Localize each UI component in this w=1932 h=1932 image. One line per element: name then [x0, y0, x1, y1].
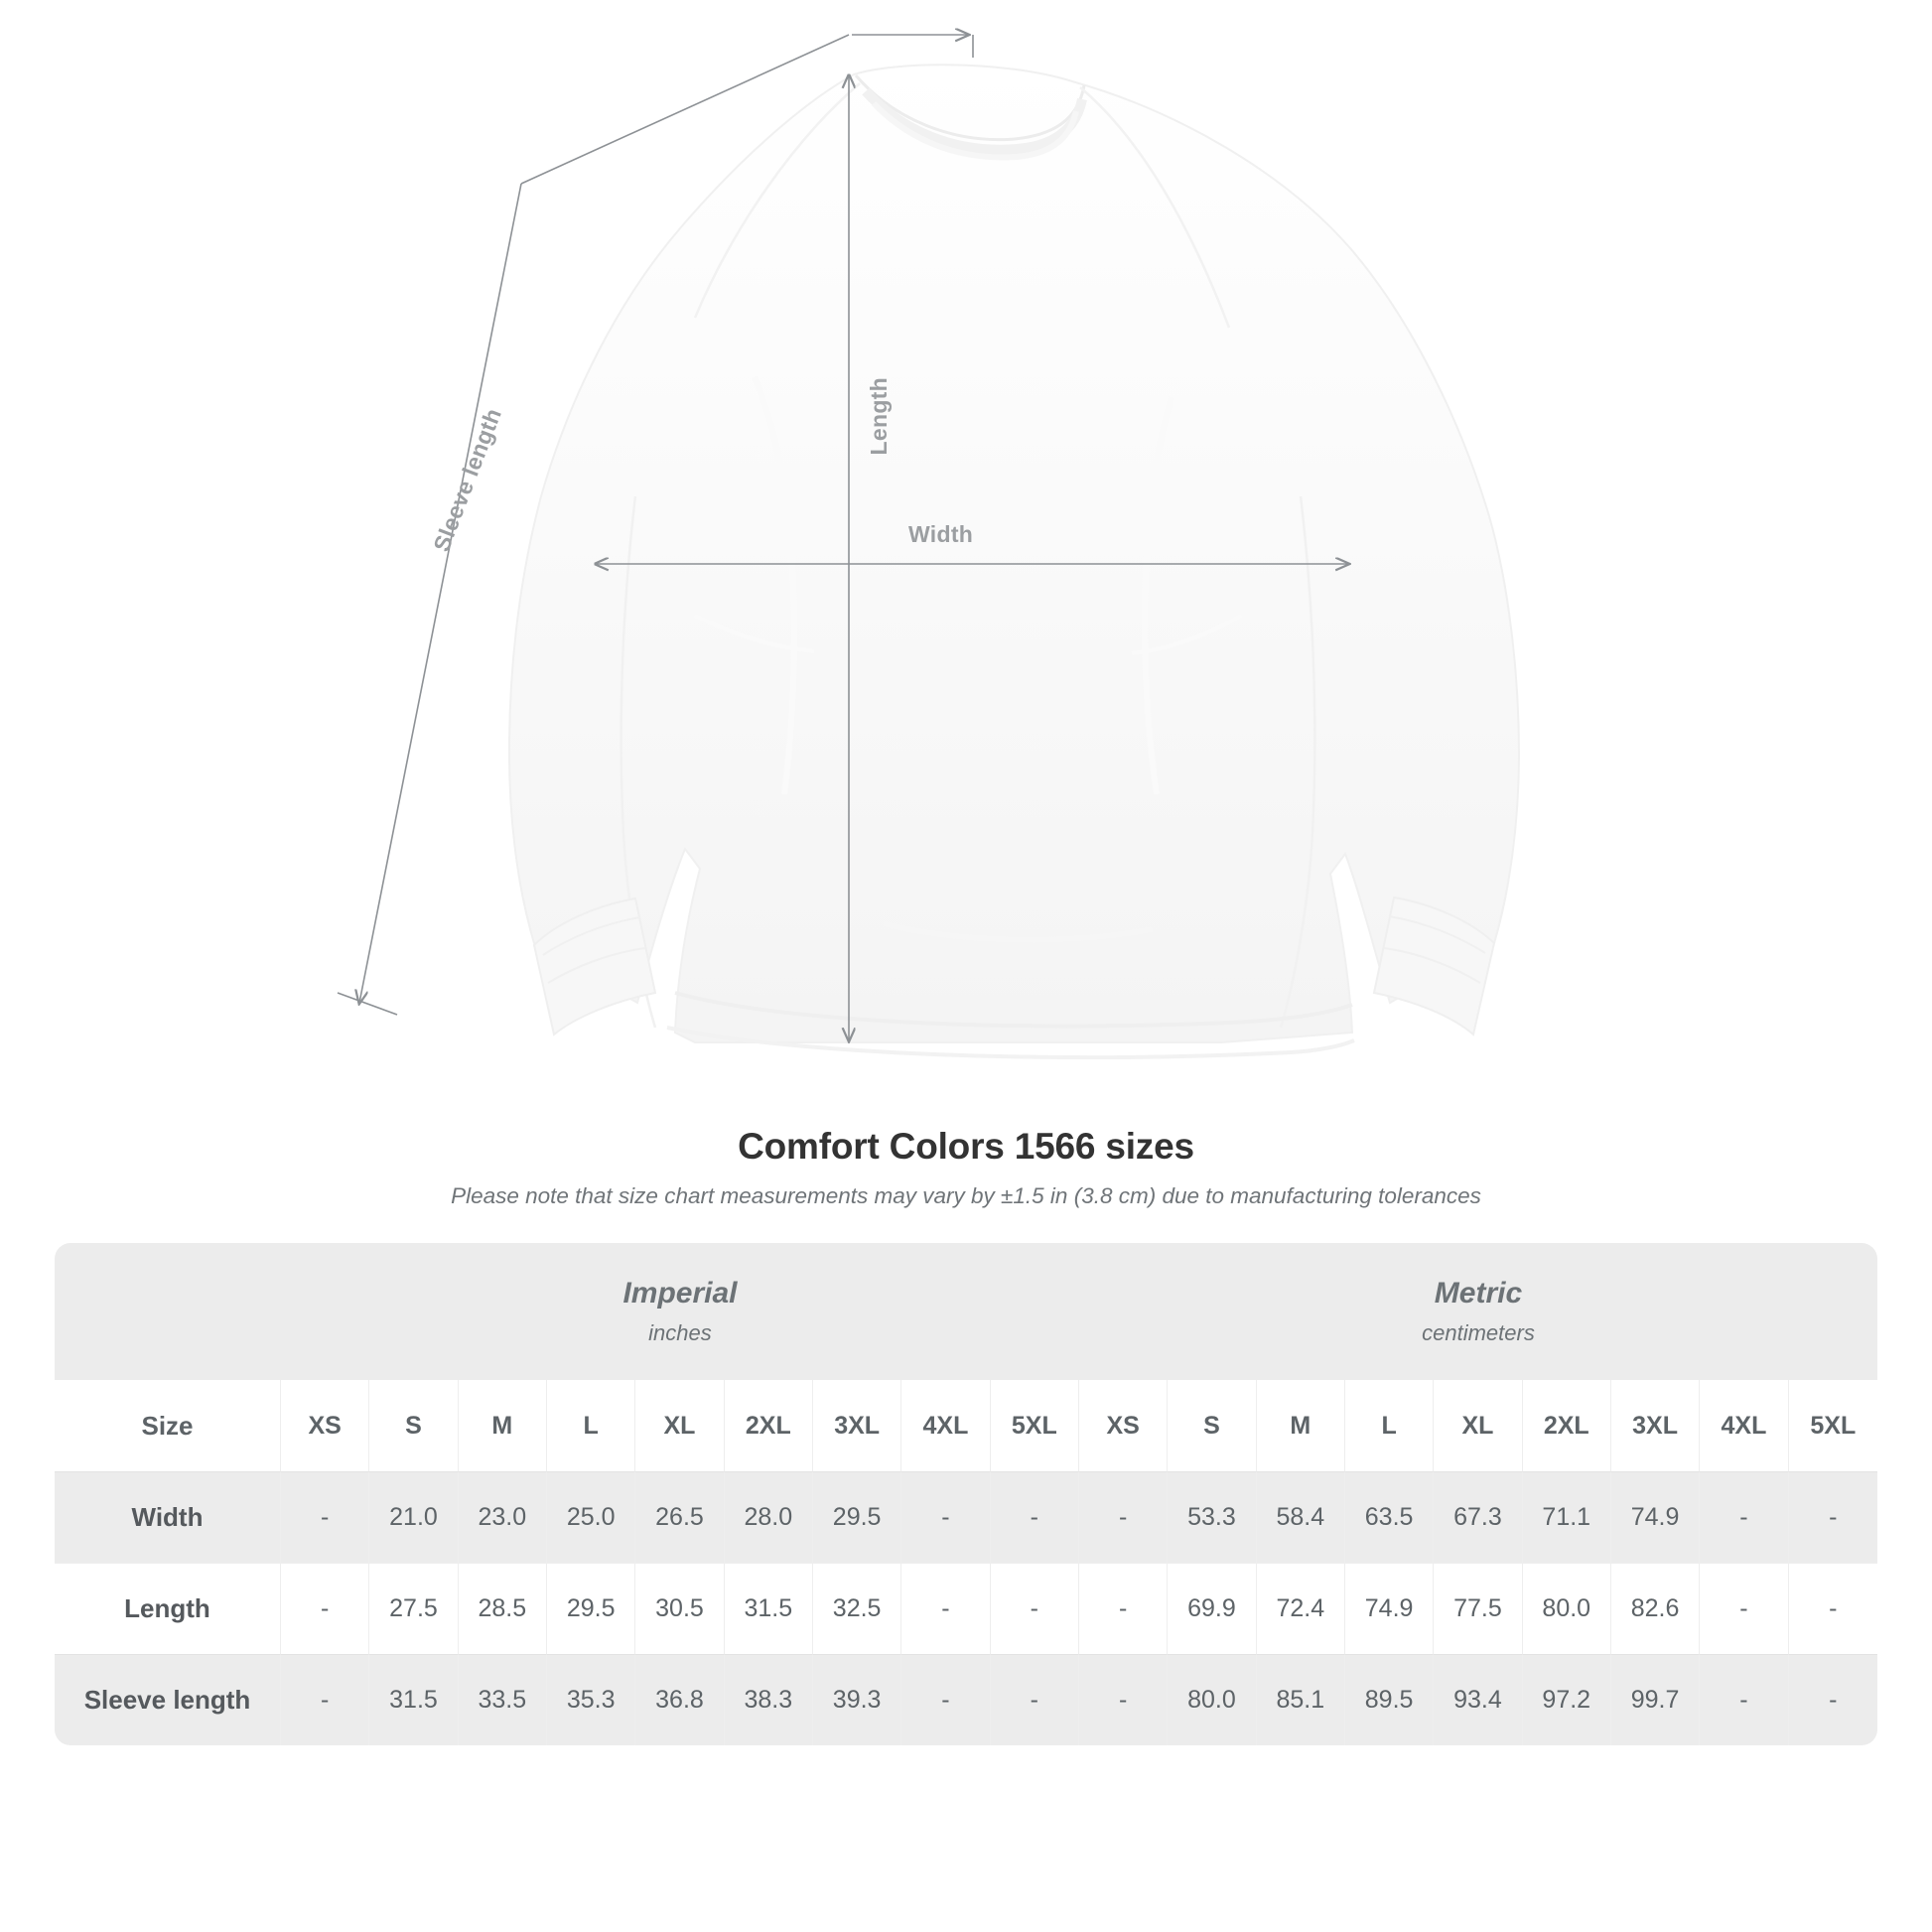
cell-sleeve-imperial-xs: - — [281, 1654, 369, 1745]
cell-sleeve-metric-xs: - — [1079, 1654, 1168, 1745]
cell-length-metric-xl: 77.5 — [1434, 1563, 1522, 1654]
tolerance-note: Please note that size chart measurements may vary by ±1.5 in (3.8 cm) due to manufacturing tolerances — [451, 1183, 1481, 1208]
col-header-metric-2xl: 2XL — [1523, 1380, 1611, 1471]
cell-sleeve-metric-5xl: - — [1789, 1654, 1877, 1745]
cell-width-imperial-xl: 26.5 — [635, 1471, 724, 1563]
cell-length-imperial-m: 28.5 — [459, 1563, 547, 1654]
cell-length-imperial-3xl: 32.5 — [813, 1563, 901, 1654]
cell-sleeve-metric-3xl: 99.7 — [1611, 1654, 1700, 1745]
col-header-imperial-3xl: 3XL — [813, 1380, 901, 1471]
cell-sleeve-imperial-s: 31.5 — [369, 1654, 458, 1745]
cell-length-imperial-4xl: - — [901, 1563, 990, 1654]
col-header-imperial-2xl: 2XL — [725, 1380, 813, 1471]
col-header-metric-4xl: 4XL — [1700, 1380, 1788, 1471]
col-header-imperial-5xl: 5XL — [991, 1380, 1079, 1471]
page-title: Comfort Colors 1566 sizes — [738, 1126, 1194, 1167]
size-chart-table-wrapper — [55, 1243, 1877, 1745]
cell-width-metric-l: 63.5 — [1345, 1471, 1434, 1563]
cell-sleeve-imperial-l: 35.3 — [547, 1654, 635, 1745]
cell-length-metric-2xl: 80.0 — [1523, 1563, 1611, 1654]
sleeve-length-dimension-label: Sleeve length — [428, 404, 507, 556]
length-dimension-label: Length — [866, 377, 892, 456]
title-block — [0, 1126, 1932, 1209]
cell-length-imperial-5xl: - — [991, 1563, 1079, 1654]
cell-length-metric-xs: - — [1079, 1563, 1168, 1654]
cell-width-imperial-xs: - — [281, 1471, 369, 1563]
cell-width-imperial-s: 21.0 — [369, 1471, 458, 1563]
col-header-imperial-m: M — [459, 1380, 547, 1471]
cell-width-imperial-l: 25.0 — [547, 1471, 635, 1563]
table-row — [55, 1471, 1877, 1563]
cell-width-imperial-5xl: - — [991, 1471, 1079, 1563]
cell-length-metric-4xl: - — [1700, 1563, 1788, 1654]
cell-width-imperial-4xl: - — [901, 1471, 990, 1563]
size-chart-table — [55, 1243, 1877, 1745]
col-header-imperial-xs: XS — [281, 1380, 369, 1471]
col-header-imperial-s: S — [369, 1380, 458, 1471]
cell-length-metric-5xl: - — [1789, 1563, 1877, 1654]
unit-header-row — [55, 1243, 1877, 1380]
col-header-imperial-xl: XL — [635, 1380, 724, 1471]
col-header-metric-xs: XS — [1079, 1380, 1168, 1471]
cell-width-metric-m: 58.4 — [1257, 1471, 1345, 1563]
row-label-width: Width — [55, 1471, 281, 1563]
table-row — [55, 1654, 1877, 1745]
unit-name-imperial: Imperial — [622, 1277, 738, 1310]
cell-sleeve-imperial-4xl: - — [901, 1654, 990, 1745]
col-header-imperial-l: L — [547, 1380, 635, 1471]
cell-width-imperial-2xl: 28.0 — [725, 1471, 813, 1563]
cell-width-metric-xs: - — [1079, 1471, 1168, 1563]
unit-sub-metric: centimeters — [1422, 1320, 1535, 1345]
cell-length-imperial-xs: - — [281, 1563, 369, 1654]
cell-length-metric-l: 74.9 — [1345, 1563, 1434, 1654]
cell-sleeve-imperial-xl: 36.8 — [635, 1654, 724, 1745]
cell-length-metric-3xl: 82.6 — [1611, 1563, 1700, 1654]
size-header-label: Size — [55, 1380, 281, 1471]
cell-sleeve-metric-xl: 93.4 — [1434, 1654, 1522, 1745]
cell-width-metric-s: 53.3 — [1168, 1471, 1256, 1563]
cell-width-metric-4xl: - — [1700, 1471, 1788, 1563]
cell-sleeve-metric-4xl: - — [1700, 1654, 1788, 1745]
cell-sleeve-metric-2xl: 97.2 — [1523, 1654, 1611, 1745]
row-label-length: Length — [55, 1563, 281, 1654]
unit-header-imperial — [281, 1243, 1079, 1380]
table-row — [55, 1563, 1877, 1654]
cell-sleeve-imperial-5xl: - — [991, 1654, 1079, 1745]
col-header-imperial-4xl: 4XL — [901, 1380, 990, 1471]
cell-length-imperial-xl: 30.5 — [635, 1563, 724, 1654]
width-dimension-label: Width — [908, 521, 974, 547]
row-label-sleeve-length: Sleeve length — [55, 1654, 281, 1745]
cell-sleeve-imperial-3xl: 39.3 — [813, 1654, 901, 1745]
col-header-metric-s: S — [1168, 1380, 1256, 1471]
cell-sleeve-metric-l: 89.5 — [1345, 1654, 1434, 1745]
cell-width-metric-xl: 67.3 — [1434, 1471, 1522, 1563]
cell-sleeve-metric-m: 85.1 — [1257, 1654, 1345, 1745]
cell-length-imperial-l: 29.5 — [547, 1563, 635, 1654]
col-header-metric-xl: XL — [1434, 1380, 1522, 1471]
cell-sleeve-metric-s: 80.0 — [1168, 1654, 1256, 1745]
cell-length-metric-m: 72.4 — [1257, 1563, 1345, 1654]
cell-sleeve-imperial-m: 33.5 — [459, 1654, 547, 1745]
col-header-metric-3xl: 3XL — [1611, 1380, 1700, 1471]
cell-sleeve-imperial-2xl: 38.3 — [725, 1654, 813, 1745]
cell-width-metric-2xl: 71.1 — [1523, 1471, 1611, 1563]
unit-name-metric: Metric — [1434, 1277, 1523, 1310]
cell-length-imperial-2xl: 31.5 — [725, 1563, 813, 1654]
unit-sub-imperial: inches — [648, 1320, 712, 1345]
cell-width-imperial-3xl: 29.5 — [813, 1471, 901, 1563]
cell-length-imperial-s: 27.5 — [369, 1563, 458, 1654]
cell-width-imperial-m: 23.0 — [459, 1471, 547, 1563]
cell-length-metric-s: 69.9 — [1168, 1563, 1256, 1654]
sweatshirt-shape — [509, 65, 1519, 1057]
cell-width-metric-3xl: 74.9 — [1611, 1471, 1700, 1563]
col-header-metric-l: L — [1345, 1380, 1434, 1471]
unit-header-spacer — [55, 1243, 281, 1380]
col-header-metric-m: M — [1257, 1380, 1345, 1471]
col-header-metric-5xl: 5XL — [1789, 1380, 1877, 1471]
cell-width-metric-5xl: - — [1789, 1471, 1877, 1563]
size-header-row — [55, 1380, 1877, 1471]
unit-header-metric — [1079, 1243, 1877, 1380]
